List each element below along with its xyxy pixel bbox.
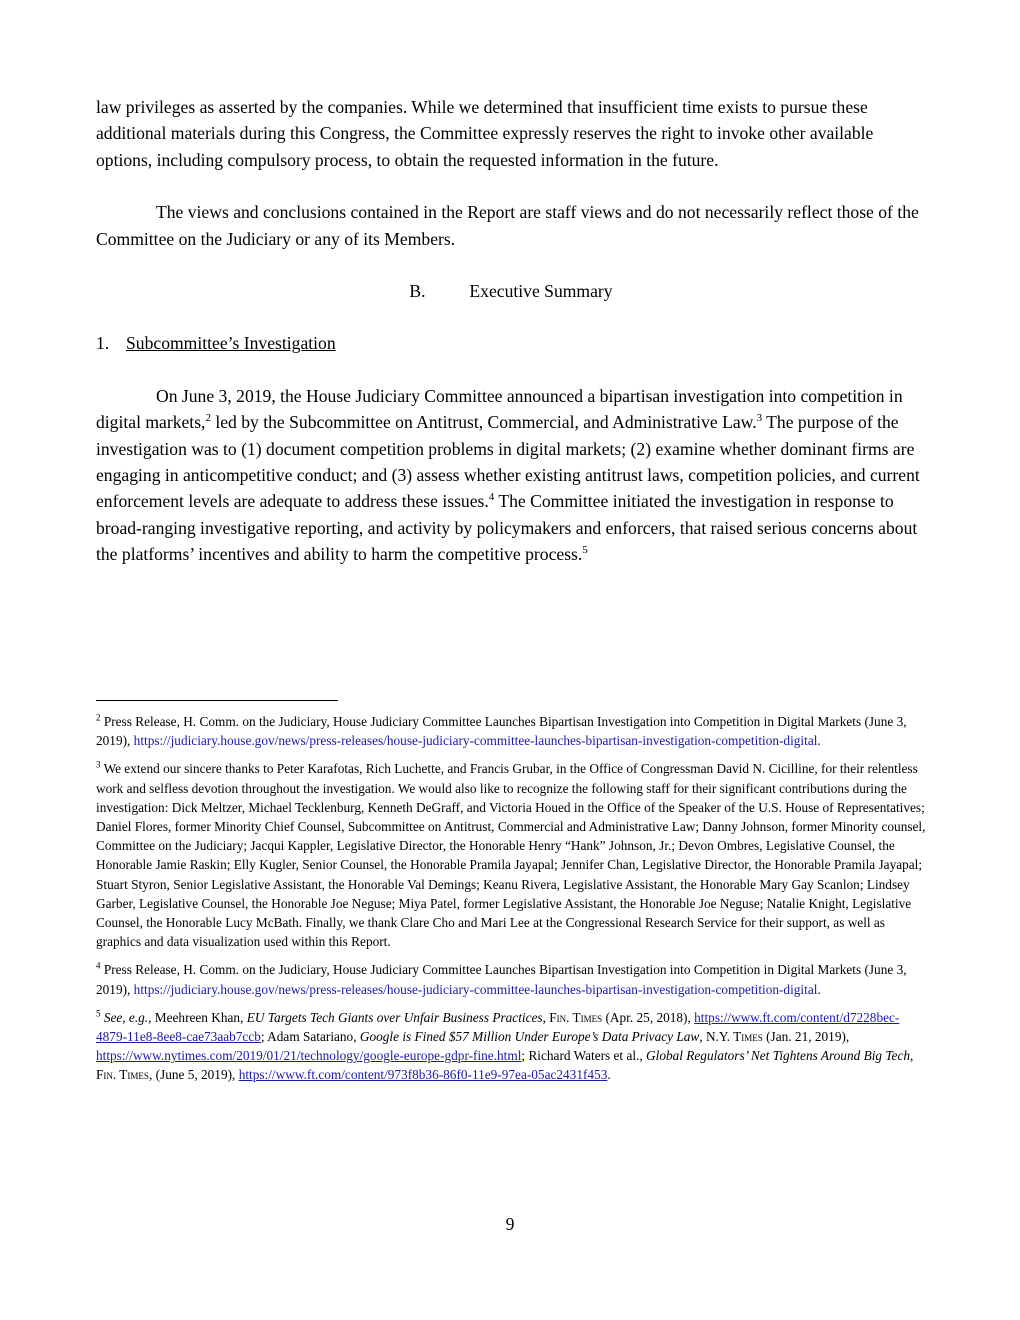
footnote-link[interactable]: https://www.ft.com/content/d7228bec-4879-11e8-8ee8-cae73aab7ccb bbox=[96, 1009, 900, 1045]
footnote-link[interactable]: https://www.nytimes.com/2019/01/21/technology/google-europe-gdpr-fine.html bbox=[96, 1048, 522, 1064]
footnote-text: (Apr. 25, 2018), bbox=[602, 1009, 695, 1025]
signal-see: See, e.g. bbox=[103, 1009, 149, 1025]
footnote-3 bbox=[96, 759, 926, 951]
footnote-number: 4 bbox=[96, 961, 101, 972]
footnote-end: . bbox=[817, 733, 821, 749]
footnote-link[interactable]: https://judiciary.house.gov/news/press-releases/house-judiciary-committee-launches-bipartisan-investigation-competition-digital bbox=[133, 733, 818, 749]
section-heading bbox=[96, 278, 926, 304]
footnotes bbox=[96, 712, 926, 1094]
footnote-separator bbox=[96, 700, 338, 701]
article-title: Google is Fined $57 Million Under Europe’s Data Privacy Law bbox=[359, 1029, 700, 1045]
sentence: On June 3, 2019, the House Judiciary Committee announced a bipartisan investigation into competition in digital markets, bbox=[96, 385, 903, 433]
footnote-text: , Meehreen Khan, bbox=[148, 1009, 247, 1025]
sentence: The purpose of the investigation was to (1) document competition problems in digital markets; (2) examine whether dominant firms are engaging in anticompetitive conduct; and (3) assess whether existing antitrust laws, competition policies, and current enforcement levels are adequate to address these issues. bbox=[96, 412, 920, 512]
footnote-end: . bbox=[817, 981, 821, 997]
footnote-5 bbox=[96, 1008, 926, 1085]
footnote-link[interactable]: https://judiciary.house.gov/news/press-releases/house-judiciary-committee-launches-bipartisan-investigation-competition-digital bbox=[133, 981, 818, 997]
footnote-text: , bbox=[910, 1048, 914, 1064]
footnote-ref-2[interactable]: 2 bbox=[205, 412, 211, 425]
article-title: EU Targets Tech Giants over Unfair Business Practices bbox=[246, 1009, 543, 1025]
footnote-text: We extend our sincere thanks to Peter Karafotas, Rich Luchette, and Francis Grubar, in the Office of Congressman David N. Cicilline, for their relentless work and selfless devotion throughout the investigation. We would also like to recognize the following staff for their significant contributions during the investigation: Dick Meltzer, Michael Tecklenburg, Kenneth DeGraff, and Victoria Houed in the Office of the Speaker of the U.S. House of Representatives; Daniel Flores, former Minority Chief Counsel, Subcommittee on Antitrust, Commercial and Administrative Law; Danny Johnson, former Minority counsel, Committee on the Judiciary; Jacqui Kappler, Legislative Director, the Honorable Henry “Hank” Johnson, Jr.; Devon Ombres, Legislative Counsel, the Honorable Jamie Raskin; Elly Kugler, Senior Counsel, the Honorable Pramila Jayapal; Jennifer Chan, Legislative Director, the Honorable Pramila Jayapal; Stuart Styron, Senior Legislative Assistant, the Honorable Val Demings; Keanu Rivera, Legislative Assistant, the Honorable Mary Gay Scanlon; Lindsey Garber, Legislative Counsel, the Honorable Joe Neguse; Miya Patel, former Legislative Assistant, the Honorable Joe Neguse; Natalie Knight, Legislative Counsel, the Honorable Lucy McBath. Finally, we thank Clare Cho and Mari Lee at the Congressional Research Service for their support, as well as graphics and data visualization used within this Report. bbox=[96, 761, 926, 950]
section-letter: B. bbox=[409, 281, 426, 302]
publication-name: Fin. Times bbox=[96, 1067, 149, 1083]
document-body bbox=[96, 94, 926, 568]
paragraph-views: The views and conclusions contained in the Report are staff views and do not necessarily reflect those of the Committee on the Judiciary or any of its Members. bbox=[96, 202, 919, 249]
footnote-text: , bbox=[699, 1029, 706, 1045]
footnote-text: Press Release, H. Comm. on the Judiciary, House Judiciary Committee Launches Bipartisan Investigation into Competition in Digital Markets (June 3, 2019), bbox=[96, 714, 907, 749]
footnote-text: , bbox=[542, 1009, 550, 1025]
footnote-2 bbox=[96, 712, 926, 750]
subsection-title: Subcommittee’s Investigation bbox=[126, 333, 336, 354]
footnote-text: ; Richard Waters et al., bbox=[521, 1048, 647, 1064]
footnote-4 bbox=[96, 960, 926, 998]
footnote-text: ; Adam Satariano, bbox=[260, 1029, 360, 1045]
footnote-end: . bbox=[607, 1067, 611, 1083]
section-title: Executive Summary bbox=[469, 281, 613, 302]
publication-name: N.Y. Times bbox=[705, 1029, 763, 1045]
article-title: Global Regulators’ Net Tightens Around Big Tech bbox=[646, 1048, 910, 1064]
sentence: The Committee initiated the investigation in response to broad-ranging investigative reporting, and activity by policymakers and enforcers, that raised serious concerns about the platforms’ incentives and ability to harm the competitive process. bbox=[96, 491, 918, 565]
subsection-number: 1. bbox=[96, 333, 110, 354]
footnote-ref-3[interactable]: 3 bbox=[756, 412, 763, 425]
footnote-link[interactable]: https://www.ft.com/content/973f8b36-86f0-11e9-97ea-05ac2431f453 bbox=[238, 1067, 608, 1083]
footnote-text: , (June 5, 2019), bbox=[148, 1067, 239, 1083]
footnote-ref-5[interactable]: 5 bbox=[582, 544, 588, 557]
footnote-text: Press Release, H. Comm. on the Judiciary, House Judiciary Committee Launches Bipartisan Investigation into Competition in Digital Markets (June 3, 2019), bbox=[96, 962, 907, 997]
paragraph-intro: law privileges as asserted by the companies. While we determined that insufficient time exists to pursue these additional materials during this Congress, the Committee expressly reserves the right to invoke other available options, including compulsory process, to obtain the requested information in the future. bbox=[96, 97, 874, 170]
paragraph-investigation bbox=[96, 383, 926, 568]
footnote-number: 2 bbox=[96, 712, 101, 723]
publication-name: Fin. Times bbox=[549, 1009, 603, 1025]
page-number: 9 bbox=[505, 1214, 515, 1234]
subsection-heading bbox=[96, 330, 926, 356]
sentence: led by the Subcommittee on Antitrust, Commercial, and Administrative Law. bbox=[210, 412, 757, 433]
footnote-text: (Jan. 21, 2019), bbox=[762, 1029, 850, 1045]
footnote-number: 3 bbox=[96, 759, 101, 770]
footnote-ref-4[interactable]: 4 bbox=[488, 491, 495, 504]
footnote-number: 5 bbox=[96, 1008, 101, 1019]
